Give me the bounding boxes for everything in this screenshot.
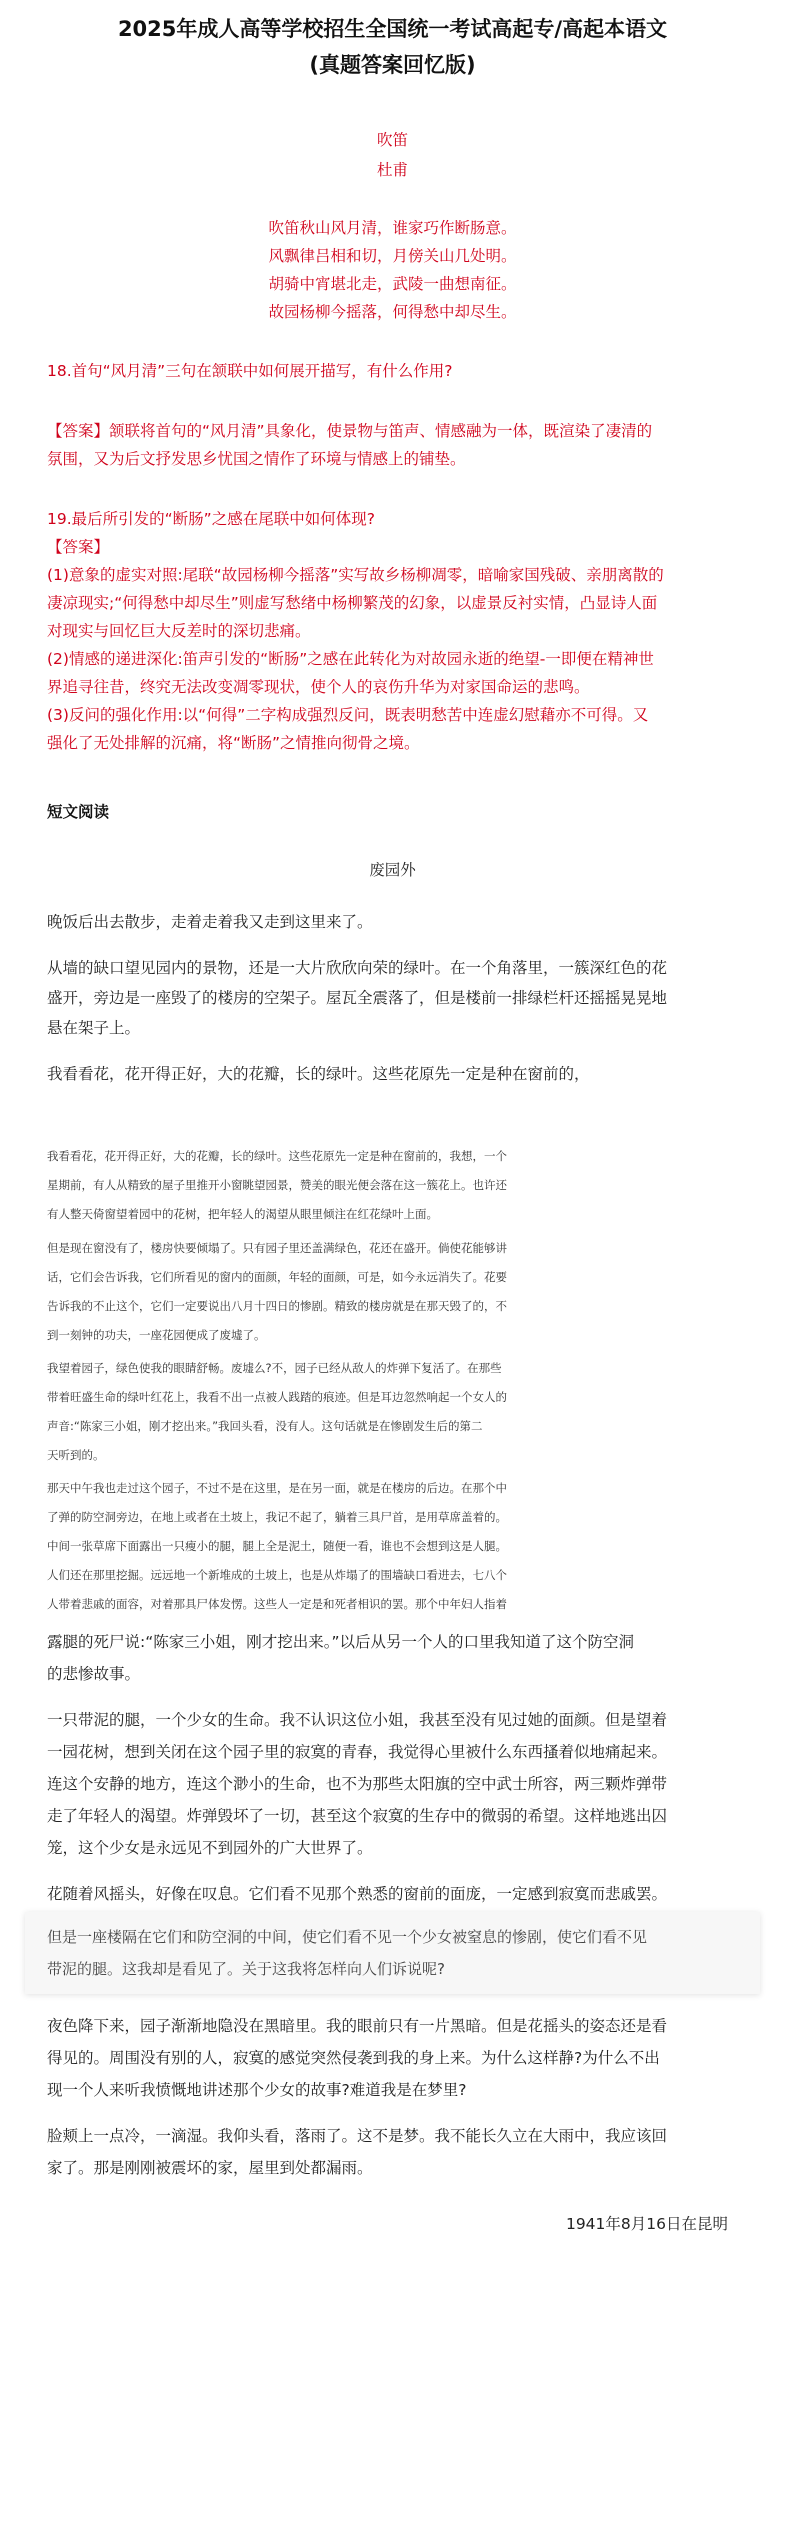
page-title-line1: 2025年成人高等学校招生全国统一考试高起专/高起本语文 xyxy=(117,17,668,41)
answer-19-line: 界追寻往昔，终究无法改变凋零现状，使个人的哀伤升华为对家国命运的悲鸣。 xyxy=(47,678,590,696)
essay-paragraph-line: 现一个人来听我愤慨地讲述那个少女的故事?难道我是在梦里? xyxy=(47,2081,467,2099)
small-print-line: 但是现在窗没有了，楼房快要倾塌了。只有园子里还盖满绿色，花还在盛开。倘使花能够讲 xyxy=(47,1241,507,1255)
answer-19-line: (3)反问的强化作用:以“何得”二字构成强烈反问，既表明愁苦中连虚幻慰藉亦不可得。又 xyxy=(47,706,649,724)
answer-19-line: 强化了无处排解的沉痛，将“断肠”之情推向彻骨之境。 xyxy=(47,734,420,752)
essay-paragraph-line: 一园花树，想到关闭在这个园子里的寂寞的青春，我觉得心里被什么东西搔着似地痛起来。 xyxy=(47,1743,668,1761)
essay-paragraph-line: 连这个安静的地方，连这个渺小的生命，也不为那些太阳旗的空中武士所容，两三颗炸弹带 xyxy=(47,1775,668,1793)
poem-line: 故园杨柳今摇落，何得愁中却尽生。 xyxy=(268,303,517,321)
overlay-line: 但是一座楼隔在它们和防空洞的中间，使它们看不见一个少女被窒息的惨剧，使它们看不见 xyxy=(47,1928,648,1946)
small-print-line: 声音:“陈家三小姐，刚才挖出来。”我回头看，没有人。这句话就是在惨剧发生后的第二 xyxy=(47,1419,483,1433)
poem-line: 风飘律吕相和切，月傍关山几处明。 xyxy=(268,247,517,265)
small-print-line: 有人整天倚窗望着园中的花树，把年轻人的渴望从眼里倾注在红花绿叶上面。 xyxy=(47,1207,438,1221)
essay-paragraph-line: 晚饭后出去散步，走着走着我又走到这里来了。 xyxy=(47,913,373,931)
poem-line: 吹笛秋山风月清，谁家巧作断肠意。 xyxy=(268,219,517,237)
page-title-line2: (真题答案回忆版) xyxy=(309,53,476,77)
small-print-line: 中间一张草席下面露出一只瘦小的腿，腿上全是泥土，随便一看，谁也不会想到这是人腿。 xyxy=(47,1539,507,1553)
essay-paragraph-line: 笼，这个少女是永远见不到园外的广大世界了。 xyxy=(47,1839,373,1857)
essay-paragraph-line: 花随着风摇头，好像在叹息。它们看不见那个熟悉的窗前的面庞，一定感到寂寞而悲戚罢。 xyxy=(47,1885,668,1903)
small-print-line: 人带着悲戚的面容，对着那具尸体发愣。这些人一定是和死者相识的罢。那个中年妇人指着 xyxy=(47,1597,507,1611)
essay-title: 废园外 xyxy=(369,861,416,879)
poem-title: 吹笛 xyxy=(376,131,408,149)
answer-19-label: 【答案】 xyxy=(47,538,110,556)
overlay-line: 带泥的腿。这我却是看见了。关于这我将怎样向人们诉说呢? xyxy=(47,1960,445,1978)
small-print-line: 话，它们会告诉我，它们所看见的窗内的面颜，年轻的面颜，可是，如今永远消失了。花要 xyxy=(47,1270,507,1284)
small-print-line: 了弹的防空洞旁边，在地上或者在土坡上，我记不起了，躺着三具尸首，是用草席盖着的。 xyxy=(47,1510,507,1524)
small-print-line: 那天中午我也走过这个园子，不过不是在这里，是在另一面，就是在楼房的后边。在那个中 xyxy=(47,1481,507,1495)
essay-paragraph-line: 夜色降下来，园子渐渐地隐没在黑暗里。我的眼前只有一片黑暗。但是花摇头的姿态还是看 xyxy=(47,2017,668,2035)
section-heading: 短文阅读 xyxy=(47,803,110,821)
essay-date: 1941年8月16日在昆明 xyxy=(565,2215,728,2233)
small-print-line: 到一刻钟的功夫，一座花园便成了废墟了。 xyxy=(47,1328,266,1342)
essay-paragraph-line: 的悲惨故事。 xyxy=(47,1665,141,1683)
answer-19-line: (1)意象的虚实对照:尾联“故园杨柳今摇落”实写故乡杨柳凋零，暗喻家国残破、亲朋离散的 xyxy=(47,566,664,584)
question-18: 18.首句“风月清”三句在颔联中如何展开描写，有什么作用? xyxy=(47,362,453,380)
essay-paragraph-line: 悬在架子上。 xyxy=(47,1019,141,1037)
question-19: 19.最后所引发的“断肠”之感在尾联中如何体现? xyxy=(47,510,375,528)
poem-line: 胡骑中宵堪北走，武陵一曲想南征。 xyxy=(268,275,517,293)
small-print-line: 带着旺盛生命的绿叶红花上，我看不出一点被人践踏的痕迹。但是耳边忽然响起一个女人的 xyxy=(47,1390,507,1404)
small-print-line: 天听到的。 xyxy=(47,1448,105,1462)
answer-19-line: (2)情感的递进深化:笛声引发的“断肠”之感在此转化为对故园永逝的绝望-一即便在精神世 xyxy=(47,650,654,668)
answer-18-line: 【答案】颔联将首句的“风月清”具象化，使景物与笛声、情感融为一体，既渲染了凄清的 xyxy=(47,422,653,440)
poem-author: 杜甫 xyxy=(376,161,408,179)
essay-paragraph-line: 家了。那是刚刚被震坏的家，屋里到处都漏雨。 xyxy=(47,2159,373,2177)
small-print-line: 我望着园子，绿色使我的眼睛舒畅。废墟么?不，园子已经从敌人的炸弹下复活了。在那些 xyxy=(47,1361,502,1375)
essay-paragraph-line: 盛开，旁边是一座毁了的楼房的空架子。屋瓦全震落了，但是楼前一排绿栏杆还摇摇晃晃地 xyxy=(47,989,668,1007)
essay-paragraph-line: 我看看花，花开得正好，大的花瓣，长的绿叶。这些花原先一定是种在窗前的， xyxy=(47,1065,590,1083)
essay-paragraph-line: 走了年轻人的渴望。炸弹毁坏了一切，甚至这个寂寞的生存中的微弱的希望。这样地逃出囚 xyxy=(47,1807,668,1825)
small-print-line: 告诉我的不止这个，它们一定要说出八月十四日的惨剧。精致的楼房就是在那天毁了的，不 xyxy=(47,1299,507,1313)
answer-18-line: 氛围，又为后文抒发思乡忧国之情作了环境与情感上的铺垫。 xyxy=(47,450,466,468)
answer-19-line: 凄凉现实;“何得愁中却尽生”则虚写愁绪中杨柳繁茂的幻象，以虚景反衬实情，凸显诗人面 xyxy=(47,594,658,612)
essay-paragraph-line: 露腿的死尸说:“陈家三小姐，刚才挖出来。”以后从另一个人的口里我知道了这个防空洞 xyxy=(47,1633,635,1651)
essay-paragraph-line: 从墙的缺口望见园内的景物，还是一大片欣欣向荣的绿叶。在一个角落里，一簇深红色的花 xyxy=(47,959,668,977)
small-print-line: 我看看花，花开得正好，大的花瓣，长的绿叶。这些花原先一定是种在窗前的，我想，一个 xyxy=(47,1149,507,1163)
answer-19-line: 对现实与回忆巨大反差时的深切悲痛。 xyxy=(47,622,311,640)
essay-paragraph-line: 得见的。周围没有别的人，寂寞的感觉突然侵袭到我的身上来。为什么这样静?为什么不出 xyxy=(47,2049,660,2067)
small-print-line: 人们还在那里挖掘。远远地一个新堆成的土坡上，也是从炸塌了的围墙缺口看进去，七八个 xyxy=(47,1568,507,1582)
essay-paragraph-line: 脸颊上一点冷，一滴湿。我仰头看，落雨了。这不是梦。我不能长久立在大雨中，我应该回 xyxy=(47,2127,668,2145)
small-print-line: 星期前，有人从精致的屋子里推开小窗眺望园景，赞美的眼光便会落在这一簇花上。也许还 xyxy=(47,1178,507,1192)
essay-paragraph-line: 一只带泥的腿，一个少女的生命。我不认识这位小姐，我甚至没有见过她的面颜。但是望着 xyxy=(47,1711,668,1729)
